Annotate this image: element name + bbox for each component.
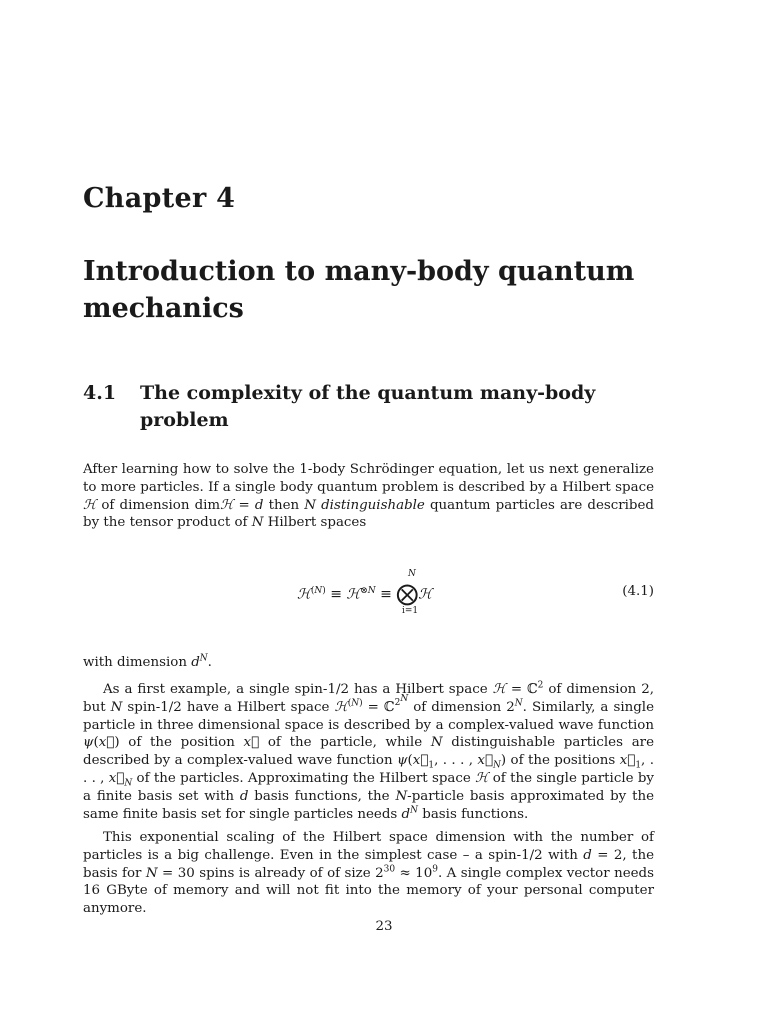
intro-paragraph: After learning how to solve the 1-body Schrödinger equation, let us next generalize to more particles. If a single body quantum problem is described by a Hilbert space ℋ of dimension dimℋ = d then N distinguishable quantum particles are described by the tensor product of N Hilbert spaces	[83, 462, 655, 531]
section-title: The complexity of the quantum many-body problem	[140, 382, 596, 431]
tensor-product-symbol: ⨂	[396, 582, 419, 607]
scaling-paragraph: This exponential scaling of the Hilbert space dimension with the number of particles is a big challenge. Even in the simplest case – a spin-1/2 with d = 2, the basis for N = 30 spins is already of of size $2^{30} \approx 10^9$. A single complex vector needs 16 GByte of memory and will not fit into the memory of your personal computer anymore.	[83, 830, 655, 917]
equation-number: (4.1)	[622, 584, 654, 599]
chapter-label: Chapter 4	[83, 183, 236, 214]
equation-body: ℋ$^{(N)}$ ≡ ℋ$^{\otimes N}$ ≡ ⨂ℋ	[297, 582, 433, 607]
page-number: 23	[375, 919, 393, 934]
example-paragraph: As a first example, a single spin-1/2 has a Hilbert space ℋ = ℂ$^2$ of dimension 2, but N spin-1/2 have a Hilbert space ℋ$^{(N)}$ = ℂ$^{2^N}$ of dimension $2^N$. Similarly, a single particle in three dimensional space is described by a complex-valued wave function ψ(x⃗) of the position x⃗ of the particle, while N distinguishable particles are described by a complex-valued wave function $\psi(x⃗_1$, . . . , $x⃗_N$) of the positions $x⃗_1$, . . . , $x⃗_N$ of the particles. Approximating the Hilbert space ℋ of the single particle by a finite basis set with d basis functions, the N-particle basis approximated by the same finite basis set for single particles needs $d^N$ basis functions.	[83, 680, 655, 822]
section-number: 4.1	[83, 382, 117, 404]
equation-upper-limit: N	[408, 569, 416, 579]
section-heading	[83, 380, 683, 434]
chapter-title: Introduction to many-body quantum mechanics	[83, 256, 635, 324]
equation-4-1	[0, 566, 768, 618]
dimension-line: with dimension $d^N$.	[83, 653, 212, 670]
equation-lower-limit: i=1	[402, 606, 419, 616]
